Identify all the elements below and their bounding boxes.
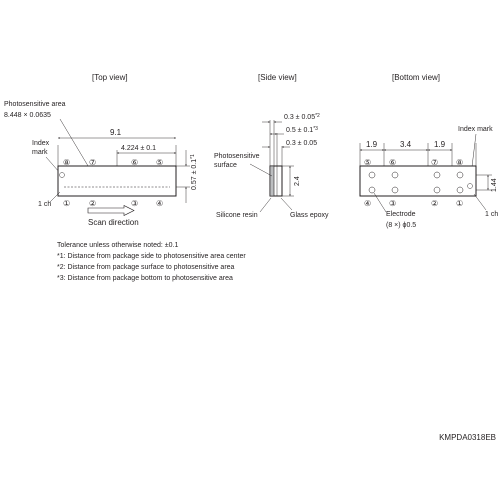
top-pin: ② <box>89 199 97 208</box>
top-view <box>4 101 198 227</box>
electrode <box>392 187 398 193</box>
electrode <box>434 172 440 178</box>
bottom-pin: ⑤ <box>364 158 372 167</box>
bottom-view-title: [Bottom view] <box>392 73 441 82</box>
scan-direction-label: Scan direction <box>88 218 139 227</box>
top-view-package <box>58 166 176 196</box>
top-height-dim: $0.57 \pm 0.1^{*1}$ <box>190 154 198 190</box>
side-view <box>214 113 329 219</box>
side-dim-3: 0.3 ± 0.05 <box>286 140 318 147</box>
electrode <box>369 187 375 193</box>
photosensitive-area-size: 8.448 × 0.0635 <box>4 112 51 119</box>
electrode <box>369 172 375 178</box>
photosensitive-surface-label-2: surface <box>214 162 237 169</box>
bottom-index-label: Index mark <box>458 126 493 133</box>
bottom-pin: ⑥ <box>389 158 397 167</box>
electrode <box>457 187 463 193</box>
electrode <box>457 172 463 178</box>
electrode-label-1: Electrode <box>386 211 416 218</box>
top-pin: ④ <box>156 199 164 208</box>
bottom-pin: ③ <box>389 199 397 208</box>
tolerance-note: Tolerance unless otherwise noted: ±0.1 <box>57 242 179 249</box>
bottom-dim-3: 1.9 <box>434 140 446 149</box>
top-width-dim: 9.1 <box>110 128 122 137</box>
tolerance-notes <box>57 242 246 282</box>
top-pin: ⑧ <box>63 158 71 167</box>
bottom-view <box>360 126 498 229</box>
photosensitive-area-label: Photosensitive area <box>4 101 66 108</box>
bottom-pin: ④ <box>364 199 372 208</box>
top-pin: ① <box>63 199 71 208</box>
electrode <box>434 187 440 193</box>
bottom-height-dim: 1.44 <box>491 178 498 192</box>
footnote-2: *2: Distance from package surface to photosensitive area <box>57 264 235 271</box>
side-dim-1: $0.3 \pm 0.05^{*2}$ <box>284 113 320 121</box>
bottom-pin: ① <box>456 199 464 208</box>
bottom-pin: ⑧ <box>456 158 464 167</box>
bottom-dim-2: 3.4 <box>400 140 412 149</box>
top-1ch-label: 1 ch <box>38 201 52 208</box>
bottom-1ch-label: 1 ch <box>485 211 499 218</box>
silicone-resin <box>270 166 274 196</box>
side-height-dim: 2.4 <box>294 176 301 186</box>
top-pin: ⑤ <box>156 158 164 167</box>
top-pin: ③ <box>131 199 139 208</box>
top-view-title: [Top view] <box>92 73 128 82</box>
side-view-title: [Side view] <box>258 73 297 82</box>
footnote-1: *1: Distance from package side to photosensitive area center <box>57 253 246 260</box>
top-pitch-dim: 4.224 ± 0.1 <box>121 145 156 152</box>
side-dim-2: $0.5 \pm 0.1^{*3}$ <box>286 126 318 134</box>
electrode-label-2: (8 ×) ϕ0.5 <box>386 222 417 229</box>
bottom-pin: ② <box>431 199 439 208</box>
photosensitive-surface-label-1: Photosensitive <box>214 153 260 160</box>
top-index-label-1: Index <box>32 140 50 147</box>
top-pin: ⑥ <box>131 158 139 167</box>
bottom-pin: ⑦ <box>431 158 439 167</box>
glass-epoxy-label: Glass epoxy <box>290 212 329 219</box>
top-pin: ⑦ <box>89 158 97 167</box>
bottom-dim-1: 1.9 <box>366 140 378 149</box>
electrode <box>392 172 398 178</box>
silicone-resin-label: Silicone resin <box>216 212 258 219</box>
drawing-code: KMPDA0318EB <box>439 433 496 442</box>
top-index-label-2: mark <box>32 149 48 156</box>
footnote-3: *3: Distance from package bottom to photosensitive area <box>57 275 233 282</box>
